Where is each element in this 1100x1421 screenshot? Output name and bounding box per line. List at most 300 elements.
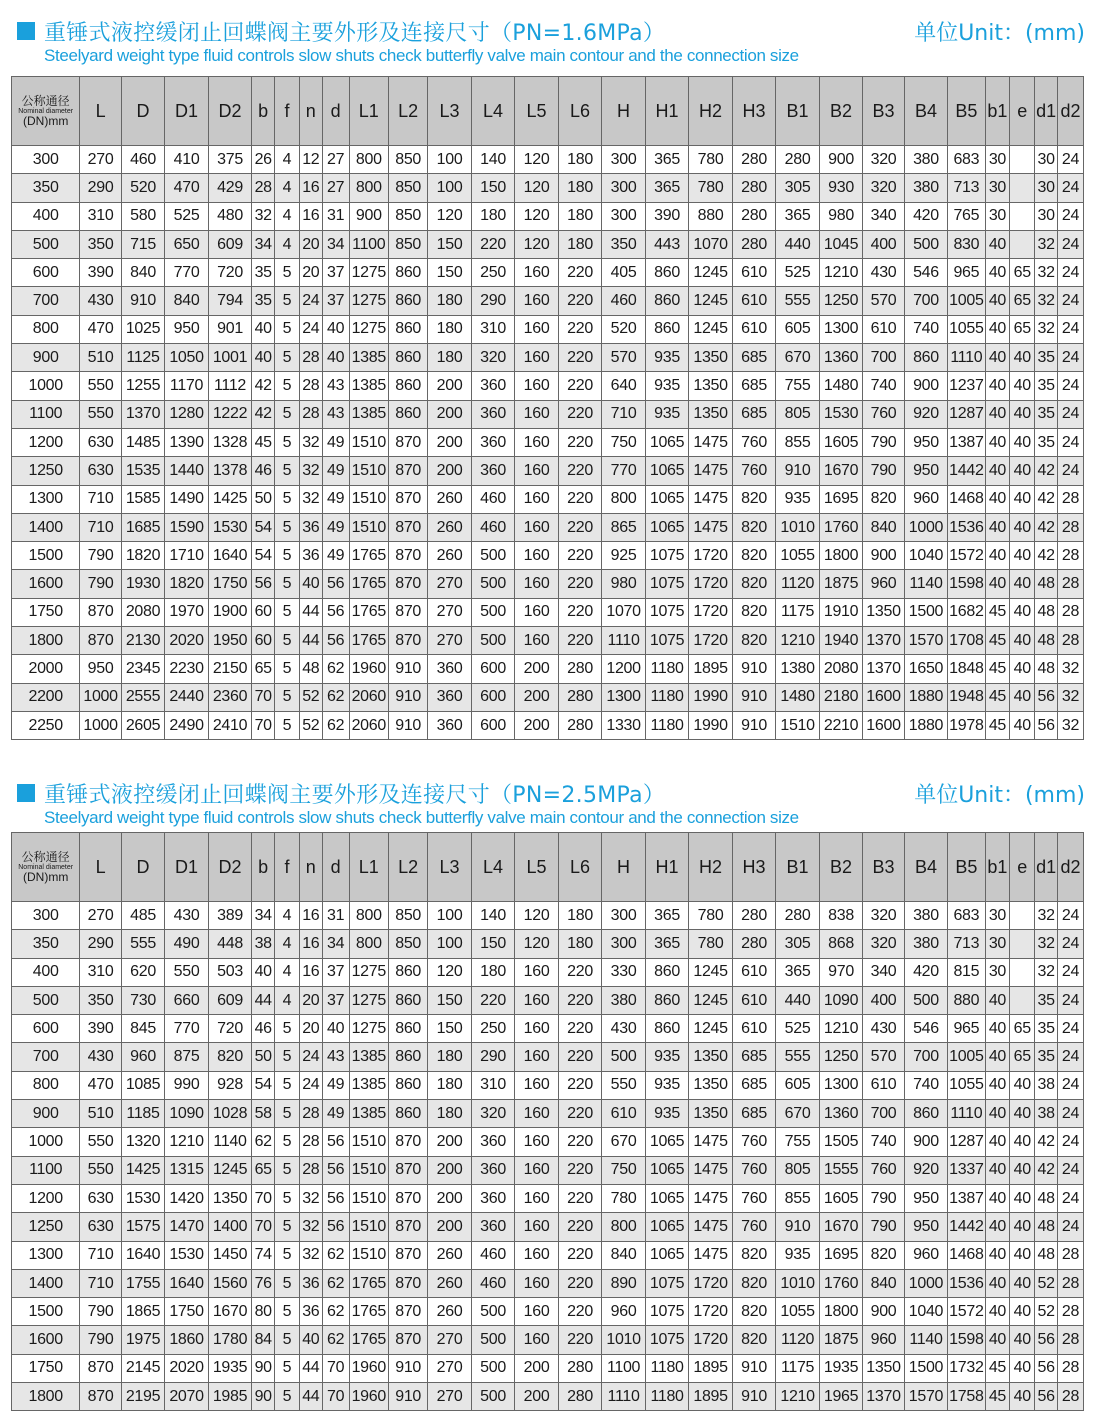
table-cell: 220 (558, 513, 602, 541)
table-cell: 280 (732, 230, 776, 258)
table-cell: 180 (558, 930, 602, 958)
header-h3: H3 (732, 77, 776, 146)
table-cell: 550 (165, 958, 209, 986)
table-cell: 870 (388, 485, 427, 513)
table-cell: 910 (776, 457, 820, 485)
table-cell: 1485 (121, 428, 165, 456)
table-cell: 1275 (349, 287, 388, 315)
table-cell: 5 (275, 1043, 300, 1071)
table-cell: 700 (904, 1043, 948, 1071)
table-cell: 460 (471, 1241, 515, 1269)
table-cell: 1535 (121, 457, 165, 485)
table-cell: 270 (428, 627, 472, 655)
table-cell: 360 (471, 1128, 515, 1156)
table-cell: 54 (252, 1071, 275, 1099)
table-cell: 755 (776, 372, 820, 400)
table-cell: 220 (558, 570, 602, 598)
table-cell: 44 (299, 1383, 322, 1411)
table-cell: 300 (602, 174, 646, 202)
table-cell (1010, 230, 1035, 258)
table-cell: 910 (388, 1383, 427, 1411)
table-cell: 20 (299, 1015, 322, 1043)
table-cell: 1475 (689, 1213, 733, 1241)
table-cell: 35 (252, 259, 275, 287)
table-cell: 28 (1057, 570, 1083, 598)
header-row (12, 77, 1084, 146)
table-cell: 820 (732, 1298, 776, 1326)
table-cell: 1990 (689, 711, 733, 739)
table-cell: 430 (80, 287, 121, 315)
table-cell: 610 (732, 986, 776, 1014)
table-cell: 630 (80, 1184, 121, 1212)
table-cell: 120 (515, 202, 559, 230)
header-h1: H1 (645, 77, 689, 146)
table-cell: 1510 (776, 711, 820, 739)
table-cell: 260 (428, 542, 472, 570)
table-cell: 62 (322, 1326, 349, 1354)
table-cell: 52 (1035, 1298, 1058, 1326)
table-row (12, 1298, 1084, 1326)
table-cell: 870 (388, 598, 427, 626)
table-cell: 1530 (819, 400, 863, 428)
table-cell: 150 (428, 986, 472, 1014)
table-cell: 640 (602, 372, 646, 400)
table-cell: 220 (471, 986, 515, 1014)
header-l: L (80, 833, 121, 902)
table-cell: 300 (602, 930, 646, 958)
table-cell: 40 (1010, 1383, 1035, 1411)
table-cell: 220 (558, 1128, 602, 1156)
section-header (0, 0, 1100, 70)
table-cell: 870 (80, 1354, 121, 1382)
table-cell: 16 (299, 174, 322, 202)
table-cell: 42 (1035, 485, 1058, 513)
table-cell: 40 (1010, 513, 1035, 541)
table-cell: 28 (1057, 485, 1083, 513)
table-cell: 20 (299, 230, 322, 258)
table-cell: 900 (863, 1298, 904, 1326)
table-cell: 1245 (689, 958, 733, 986)
header-d1: d1 (1035, 77, 1058, 146)
table-cell: 860 (388, 1043, 427, 1071)
table-cell: 40 (1010, 542, 1035, 570)
table-cell: 27 (322, 146, 349, 174)
table-cell: 4 (275, 958, 300, 986)
table-row (12, 287, 1084, 315)
table-cell: 24 (1057, 986, 1083, 1014)
table-cell: 40 (252, 344, 275, 372)
table-cell: 950 (904, 428, 948, 456)
table-cell: 5 (275, 485, 300, 513)
table-cell: 1425 (121, 1156, 165, 1184)
table-cell: 1045 (819, 230, 863, 258)
table-cell: 62 (252, 1128, 275, 1156)
table-cell: 28 (252, 174, 275, 202)
table-cell: 5 (275, 627, 300, 655)
table-cell (1010, 174, 1035, 202)
table-cell: 780 (689, 174, 733, 202)
table-cell: 850 (388, 230, 427, 258)
table-cell: 1420 (165, 1184, 209, 1212)
table-cell: 28 (1057, 542, 1083, 570)
table-cell: 40 (985, 400, 1010, 428)
table-cell: 24 (1057, 174, 1083, 202)
table-cell: 1010 (776, 513, 820, 541)
table-cell: 1600 (863, 711, 904, 739)
table-cell: 2195 (121, 1383, 165, 1411)
table-cell: 280 (558, 711, 602, 739)
table-cell: 1570 (904, 627, 948, 655)
table-cell: 220 (558, 1043, 602, 1071)
table-cell: 925 (602, 542, 646, 570)
table-cell: 320 (863, 902, 904, 930)
table-cell: 710 (602, 400, 646, 428)
table-cell: 870 (388, 513, 427, 541)
table-cell: 1140 (904, 1326, 948, 1354)
table-cell: 1350 (689, 344, 733, 372)
table-cell: 50 (252, 485, 275, 513)
table-cell: 1468 (948, 1241, 985, 1269)
table-cell: 45 (985, 683, 1010, 711)
table-cell: 16 (299, 930, 322, 958)
table-cell: 713 (948, 930, 985, 958)
table-row (12, 315, 1084, 343)
table-cell: 360 (428, 683, 472, 711)
table-cell: 555 (776, 287, 820, 315)
table-cell: 720 (208, 1015, 252, 1043)
table-cell: 405 (602, 259, 646, 287)
table-cell: 1750 (12, 598, 80, 626)
table-cell: 40 (985, 315, 1010, 343)
table-cell: 350 (602, 230, 646, 258)
table-cell: 120 (515, 930, 559, 958)
table-cell: 820 (863, 1241, 904, 1269)
table-cell: 32 (1057, 655, 1083, 683)
table-cell: 870 (388, 1269, 427, 1297)
table-cell: 1598 (948, 570, 985, 598)
table-cell: 160 (515, 400, 559, 428)
table-cell: 1250 (819, 1043, 863, 1071)
table-cell: 1500 (12, 1298, 80, 1326)
table-cell: 860 (645, 259, 689, 287)
table-cell: 820 (732, 542, 776, 570)
table-cell: 1510 (349, 428, 388, 456)
table-cell: 1360 (819, 344, 863, 372)
table-cell: 1387 (948, 428, 985, 456)
table-cell: 24 (1057, 1184, 1083, 1212)
table-cell: 32 (299, 485, 322, 513)
table-cell: 1500 (12, 542, 80, 570)
table-cell: 410 (165, 146, 209, 174)
header-l4: L4 (471, 77, 515, 146)
table-cell: 220 (558, 1213, 602, 1241)
table-cell: 24 (1057, 428, 1083, 456)
table-cell: 40 (985, 287, 1010, 315)
table-cell: 220 (558, 598, 602, 626)
table-cell: 1605 (819, 428, 863, 456)
table-cell: 32 (299, 1241, 322, 1269)
table-cell: 220 (558, 372, 602, 400)
table-cell: 36 (299, 1298, 322, 1326)
table-cell: 160 (515, 1156, 559, 1184)
table-cell: 365 (776, 958, 820, 986)
table-cell: 1065 (645, 1241, 689, 1269)
table-cell: 935 (776, 1241, 820, 1269)
table-cell: 1210 (165, 1128, 209, 1156)
table-cell: 37 (322, 287, 349, 315)
table-cell (1010, 930, 1035, 958)
header-f: f (275, 77, 300, 146)
table-cell: 56 (322, 1128, 349, 1156)
table-cell: 180 (428, 344, 472, 372)
table-cell: 4 (275, 202, 300, 230)
table-cell: 160 (515, 428, 559, 456)
table-cell: 790 (863, 1184, 904, 1212)
table-cell: 1875 (819, 1326, 863, 1354)
table-cell: 290 (80, 930, 121, 958)
table-cell: 760 (732, 1213, 776, 1241)
table-cell: 870 (80, 1383, 121, 1411)
header-e: e (1010, 77, 1035, 146)
table-cell: 500 (471, 1298, 515, 1326)
table-cell: 429 (208, 174, 252, 202)
table-row (12, 457, 1084, 485)
table-cell: 40 (985, 457, 1010, 485)
table-cell: 1490 (165, 485, 209, 513)
table-cell: 960 (863, 1326, 904, 1354)
table-cell: 49 (322, 513, 349, 541)
table-cell: 28 (1057, 1354, 1083, 1382)
table-cell: 760 (732, 457, 776, 485)
table-cell: 40 (252, 315, 275, 343)
table-cell: 1350 (863, 1354, 904, 1382)
table-cell: 390 (80, 259, 121, 287)
table-cell: 360 (471, 400, 515, 428)
table-cell: 1385 (349, 1100, 388, 1128)
table-cell: 1378 (208, 457, 252, 485)
table-cell: 220 (471, 230, 515, 258)
table-cell: 1385 (349, 1071, 388, 1099)
table-cell: 1758 (948, 1383, 985, 1411)
table-cell: 70 (252, 683, 275, 711)
table-cell: 24 (1057, 958, 1083, 986)
table-cell: 525 (776, 1015, 820, 1043)
table-cell: 500 (471, 1326, 515, 1354)
table-cell: 610 (732, 315, 776, 343)
table-cell: 550 (80, 400, 121, 428)
table-cell: 1708 (948, 627, 985, 655)
table-cell: 1930 (121, 570, 165, 598)
table-cell: 30 (985, 902, 1010, 930)
table-cell: 1640 (121, 1241, 165, 1269)
table-cell: 1760 (819, 1269, 863, 1297)
table-cell: 28 (299, 1100, 322, 1128)
table-cell: 685 (732, 1043, 776, 1071)
table-cell: 40 (985, 1213, 1010, 1241)
table-cell: 910 (732, 711, 776, 739)
table-cell: 40 (1010, 598, 1035, 626)
table-cell: 1985 (208, 1383, 252, 1411)
table-cell: 1055 (776, 542, 820, 570)
table-cell: 160 (515, 1015, 559, 1043)
table-cell: 850 (388, 146, 427, 174)
table-cell: 5 (275, 457, 300, 485)
table-cell: 5 (275, 1100, 300, 1128)
table-cell: 49 (322, 428, 349, 456)
table-cell: 700 (904, 287, 948, 315)
table-cell: 40 (1010, 372, 1035, 400)
header-b2: B2 (819, 77, 863, 146)
section-title-en: Steelyard weight type fluid controls slow shuts check butterfly valve main contour and the connection size (44, 808, 799, 827)
table-cell: 65 (1010, 259, 1035, 287)
table-cell: 32 (299, 457, 322, 485)
table-cell: 24 (1057, 344, 1083, 372)
table-cell: 790 (80, 1326, 121, 1354)
table-cell: 480 (208, 202, 252, 230)
table-cell: 920 (904, 400, 948, 428)
table-cell: 850 (388, 930, 427, 958)
table-cell: 1175 (776, 598, 820, 626)
table-row (12, 542, 1084, 570)
table-cell: 820 (732, 1326, 776, 1354)
table-row (12, 1071, 1084, 1099)
table-cell: 42 (1035, 1128, 1058, 1156)
table-cell: 1475 (689, 1128, 733, 1156)
table-cell: 5 (275, 1015, 300, 1043)
table-cell: 5 (275, 655, 300, 683)
table-cell: 960 (904, 1241, 948, 1269)
table-cell: 610 (732, 259, 776, 287)
table-cell: 860 (645, 986, 689, 1014)
table-row (12, 1156, 1084, 1184)
table-cell: 700 (12, 287, 80, 315)
table-cell: 40 (1010, 1100, 1035, 1128)
table-cell: 2070 (165, 1383, 209, 1411)
table-cell: 40 (985, 230, 1010, 258)
table-cell: 220 (558, 986, 602, 1014)
table-cell: 2345 (121, 655, 165, 683)
table-cell: 1315 (165, 1156, 209, 1184)
table-cell: 42 (252, 372, 275, 400)
header-n: n (299, 833, 322, 902)
table-row (12, 1015, 1084, 1043)
table-cell: 180 (428, 315, 472, 343)
table-cell: 1255 (121, 372, 165, 400)
table-cell: 46 (252, 1015, 275, 1043)
table-cell: 1800 (819, 1298, 863, 1326)
table-cell: 770 (165, 259, 209, 287)
table-cell: 2080 (819, 655, 863, 683)
table-cell: 1820 (121, 542, 165, 570)
table-cell: 5 (275, 259, 300, 287)
table-cell: 56 (1035, 1354, 1058, 1382)
table-cell: 1245 (689, 1015, 733, 1043)
table-cell: 40 (299, 570, 322, 598)
table-cell: 1210 (819, 1015, 863, 1043)
header-l5: L5 (515, 833, 559, 902)
table-cell: 5 (275, 344, 300, 372)
table-row (12, 1383, 1084, 1411)
table-cell: 730 (121, 986, 165, 1014)
table-cell: 1965 (819, 1383, 863, 1411)
table-cell: 70 (252, 1184, 275, 1212)
table-cell: 280 (732, 174, 776, 202)
table-cell: 360 (471, 372, 515, 400)
table-cell: 685 (732, 344, 776, 372)
table-cell: 360 (428, 655, 472, 683)
table-cell: 770 (165, 1015, 209, 1043)
table-cell: 62 (322, 711, 349, 739)
table-cell: 340 (863, 958, 904, 986)
table-cell: 610 (863, 1071, 904, 1099)
table-cell: 870 (388, 1298, 427, 1326)
table-cell: 28 (1057, 1269, 1083, 1297)
table-cell: 683 (948, 902, 985, 930)
table-cell: 1895 (689, 655, 733, 683)
table-cell: 460 (471, 513, 515, 541)
table-cell: 1112 (208, 372, 252, 400)
table-cell: 1300 (602, 683, 646, 711)
table-cell: 1287 (948, 400, 985, 428)
table-cell: 65 (1010, 1015, 1035, 1043)
table-cell: 48 (299, 655, 322, 683)
table-cell: 40 (985, 1184, 1010, 1212)
table-cell: 40 (985, 1241, 1010, 1269)
table-cell: 260 (428, 513, 472, 541)
table-cell: 770 (602, 457, 646, 485)
table-cell: 310 (80, 202, 121, 230)
table-cell: 320 (471, 1100, 515, 1128)
table-cell: 5 (275, 570, 300, 598)
table-cell: 250 (471, 259, 515, 287)
table-cell: 35 (1035, 986, 1058, 1014)
table-cell: 160 (515, 513, 559, 541)
table-cell: 1425 (208, 485, 252, 513)
table-cell: 40 (985, 1015, 1010, 1043)
table-cell: 1600 (12, 570, 80, 598)
table-cell: 1800 (12, 627, 80, 655)
table-cell: 24 (1057, 1071, 1083, 1099)
table-cell: 870 (388, 1128, 427, 1156)
table-cell: 28 (299, 400, 322, 428)
table-cell: 1075 (645, 1326, 689, 1354)
table-cell: 200 (515, 655, 559, 683)
table-cell: 609 (208, 986, 252, 1014)
table-cell: 1275 (349, 1015, 388, 1043)
table-cell: 900 (12, 344, 80, 372)
table-cell: 40 (1010, 1269, 1035, 1297)
table-cell: 90 (252, 1383, 275, 1411)
table-cell: 1750 (165, 1298, 209, 1326)
table-cell: 860 (645, 287, 689, 315)
table-cell: 40 (985, 344, 1010, 372)
table-cell: 52 (299, 711, 322, 739)
header-f: f (275, 833, 300, 902)
table-cell: 860 (388, 958, 427, 986)
table-cell: 49 (322, 485, 349, 513)
table-cell: 45 (252, 428, 275, 456)
table-cell: 16 (299, 958, 322, 986)
table-cell: 1222 (208, 400, 252, 428)
table-cell: 750 (602, 1156, 646, 1184)
table-cell: 1760 (819, 513, 863, 541)
header-b1: B1 (776, 77, 820, 146)
table-row (12, 1326, 1084, 1354)
table-cell: 220 (558, 259, 602, 287)
table-cell: 1670 (819, 457, 863, 485)
table-cell: 220 (558, 1298, 602, 1326)
table-cell: 160 (515, 259, 559, 287)
